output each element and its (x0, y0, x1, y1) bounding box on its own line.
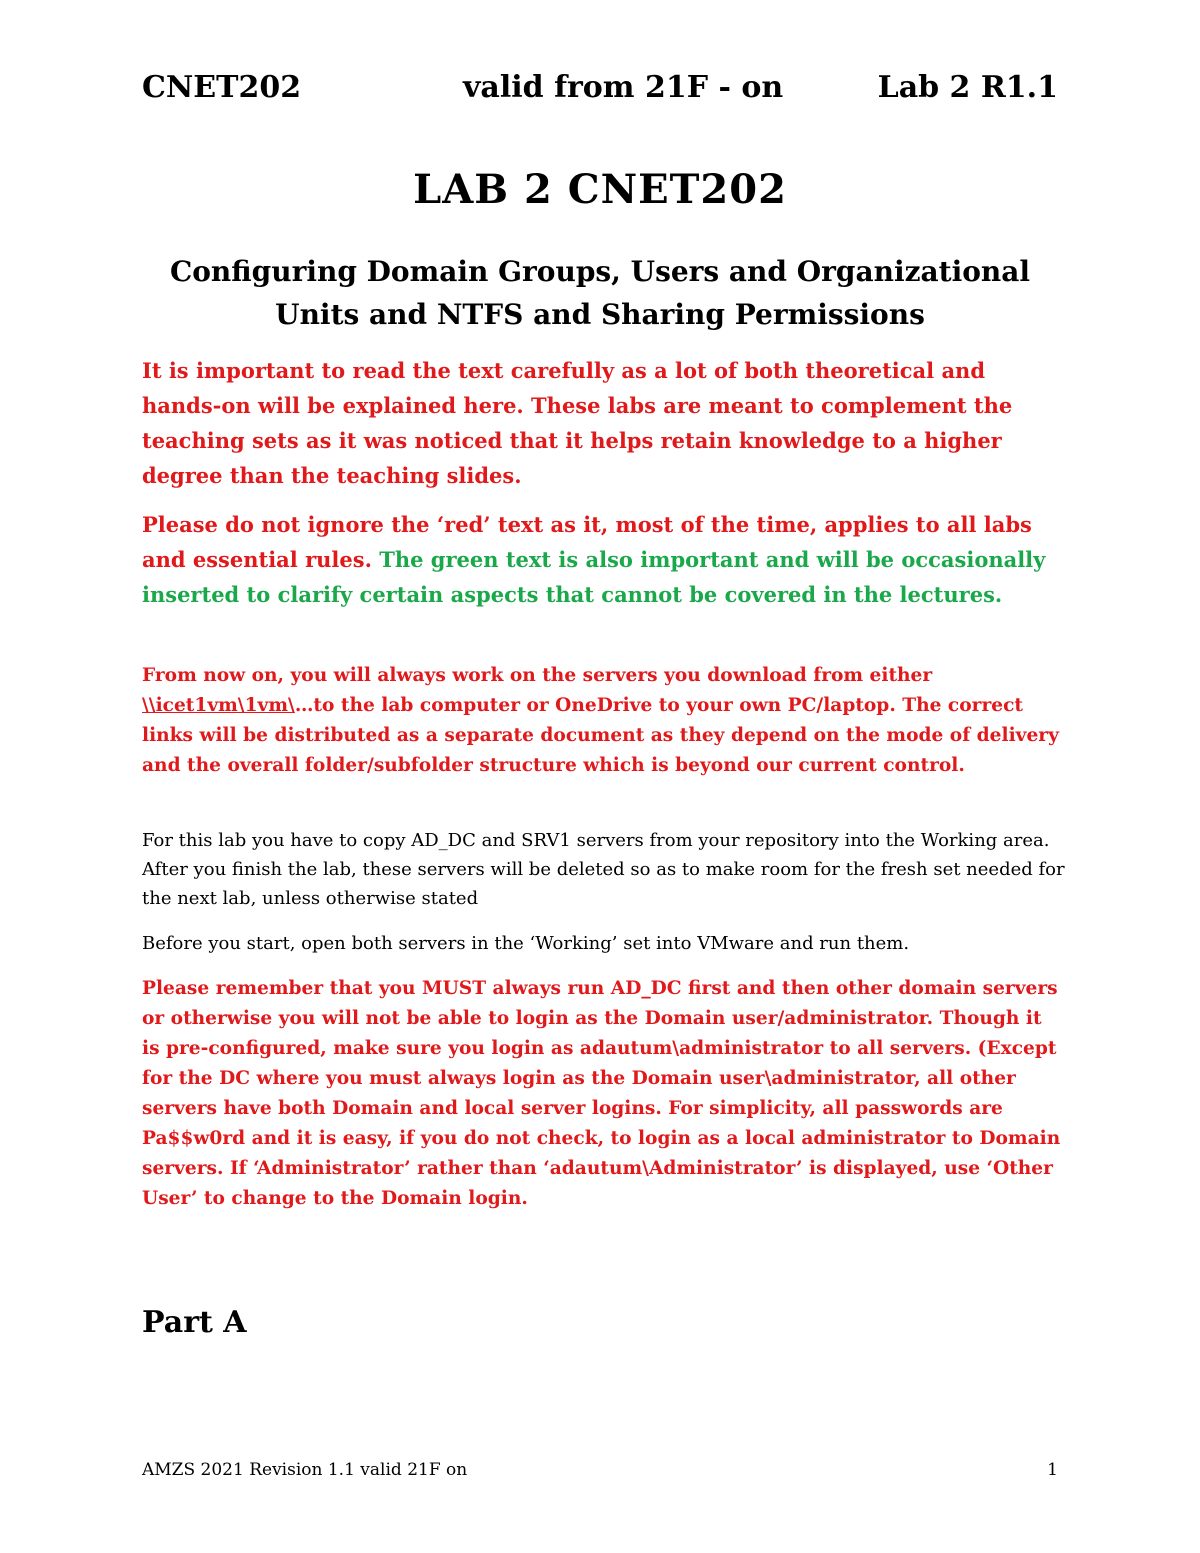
document-subtitle: Configuring Domain Groups, Users and Organizational Units and NTFS and Sharing Permissions (169, 255, 1031, 331)
copy-instructions: For this lab you have to copy AD_DC and SRV1 servers from your repository into the Working area. After you finish the lab, these servers will be deleted so as to make room for the fresh set needed for the next lab, unless otherwise stated (142, 830, 1065, 909)
servers-text-before: From now on, you will always work on the servers you download from either (142, 665, 933, 686)
page-header (142, 70, 1058, 120)
part-a-heading: Part A (142, 1305, 247, 1340)
header-lab-revision: Lab 2 R1.1 (877, 70, 1058, 105)
document-title: LAB 2 CNET202 (413, 166, 787, 213)
header-course: CNET202 (142, 70, 302, 105)
green-note: The green text is also important and will be occasionally inserted to clarify certain aspects that cannot be covered in the lectures. (142, 547, 1046, 607)
page-number: 1 (1047, 1460, 1058, 1480)
page-footer (142, 1460, 1058, 1486)
start-instructions: Before you start, open both servers in the ‘Working’ set into VMware and run them. (142, 933, 910, 954)
servers-text-after: …to the lab computer or OneDrive to your own PC/laptop. The correct links will be distributed as a separate document as they depend on the mode of delivery and the overall folder/subfolder structure which is beyond our current control. (142, 695, 1059, 776)
intro-paragraph: It is important to read the text carefully as a lot of both theoretical and hands-on will be explained here. These labs are meant to complement the teaching sets as it was noticed that it helps retain knowledge to a higher degree than the teaching slides. (142, 358, 1013, 488)
footer-revision: AMZS 2021 Revision 1.1 valid 21F on (142, 1460, 468, 1480)
header-validity: valid from 21F - on (463, 70, 784, 105)
network-path-link[interactable]: \\icet1vm\1vm\ (142, 695, 295, 716)
login-note: Please remember that you MUST always run AD_DC first and then other domain servers or otherwise you will not be able to login as the Domain user/administrator. Though it is pre-configured, make sure you login as adautum\administrator to all servers. (Except for the DC where you must always login as the Domain user\administrator, all other servers have both Domain and local server logins. For simplicity, all passwords are Pa$$w0rd and it is easy, if you do not check, to login as a local administrator to Domain servers. If ‘Administrator’ rather than ‘adautum\Administrator’ is displayed, use ‘Other User’ to change to the Domain login. (142, 978, 1061, 1209)
color-note-paragraph (142, 507, 1058, 612)
red-note: Please do not ignore the ‘red’ text as it, most of the time, applies to all labs and essential rules. (142, 512, 1032, 572)
servers-paragraph (142, 661, 1062, 781)
